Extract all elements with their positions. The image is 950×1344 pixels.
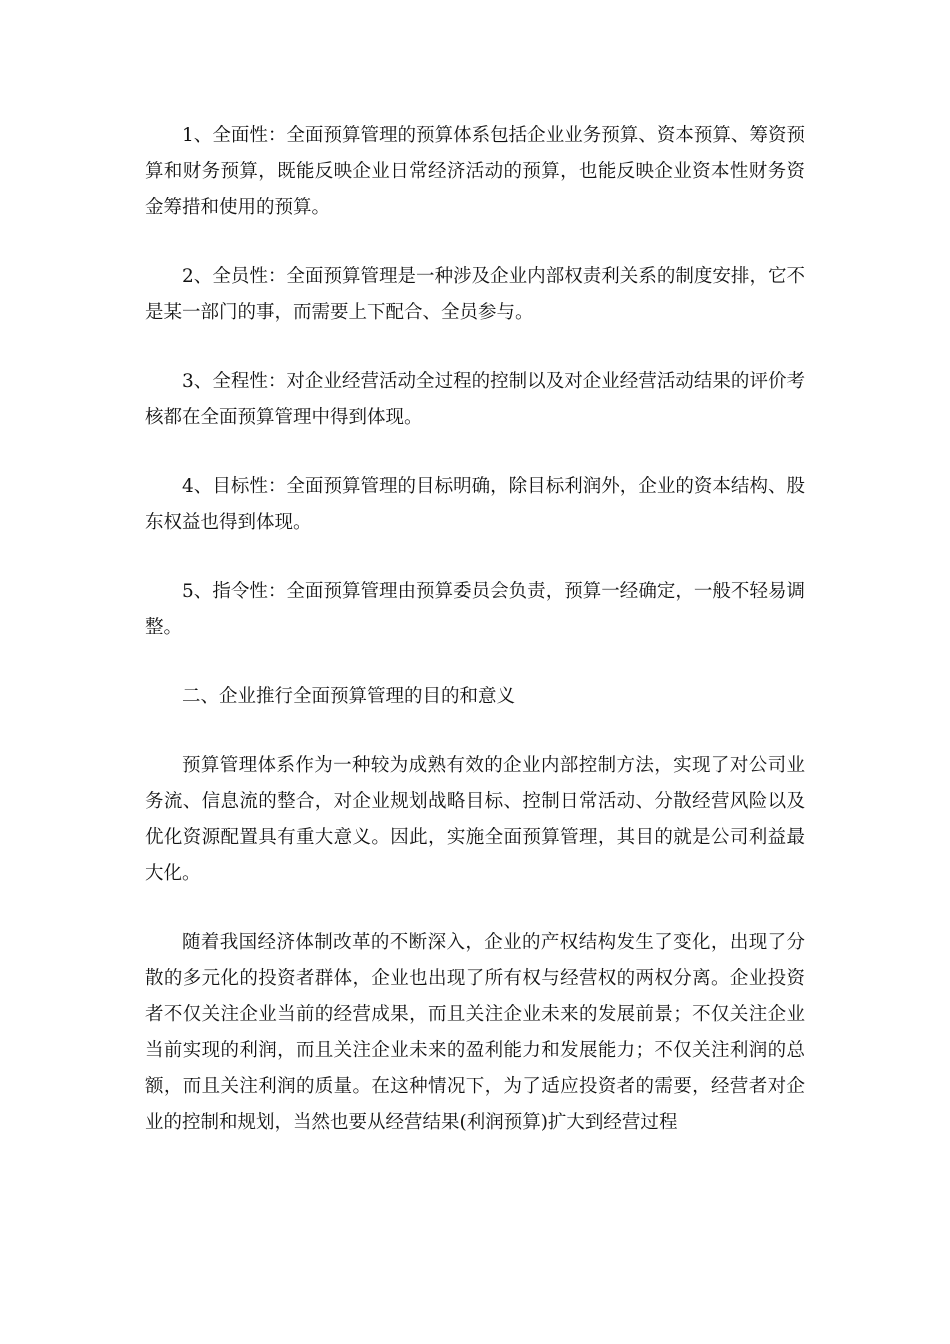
paragraph-background: 随着我国经济体制改革的不断深入，企业的产权结构发生了变化，出现了分散的多元化的投资者群体，企业也出现了所有权与经营权的两权分离。企业投资者不仅关注企业当前的经营成果，而且关注企业未来的发展前景；不仅关注企业当前实现的利润，而且关注企业未来的盈利能力和发展能力；不仅关注利润的总额，而且关注利润的质量。在这种情况下，为了适应投资者的需要，经营者对企业的控制和规划，当然也要从经营结果(利润预算)扩大到经营过程 [145, 932, 805, 1133]
paragraph-goal-orientation: 4、目标性：全面预算管理的目标明确，除目标利润外，企业的资本结构、股东权益也得到体现。 [145, 476, 805, 533]
section-heading-purpose: 二、企业推行全面预算管理的目的和意义 [182, 686, 516, 707]
document-page [145, 118, 805, 1174]
paragraph-comprehensiveness: 1、全面性：全面预算管理的预算体系包括企业业务预算、资本预算、筹资预算和财务预算，既能反映企业日常经济活动的预算，也能反映企业资本性财务资金筹措和使用的预算。 [145, 125, 805, 218]
paragraph-purpose: 预算管理体系作为一种较为成熟有效的企业内部控制方法，实现了对公司业务流、信息流的整合，对企业规划战略目标、控制日常活动、分散经营风险以及优化资源配置具有重大意义。因此，实施全面预算管理，其目的就是公司利益最大化。 [145, 755, 805, 884]
paragraph-full-participation: 2、全员性：全面预算管理是一种涉及企业内部权责利关系的制度安排，它不是某一部门的事，而需要上下配合、全员参与。 [145, 266, 805, 323]
paragraph-whole-process: 3、全程性：对企业经营活动全过程的控制以及对企业经营活动结果的评价考核都在全面预算管理中得到体现。 [145, 371, 805, 428]
paragraph-directive: 5、指令性：全面预算管理由预算委员会负责，预算一经确定，一般不轻易调整。 [145, 581, 805, 638]
